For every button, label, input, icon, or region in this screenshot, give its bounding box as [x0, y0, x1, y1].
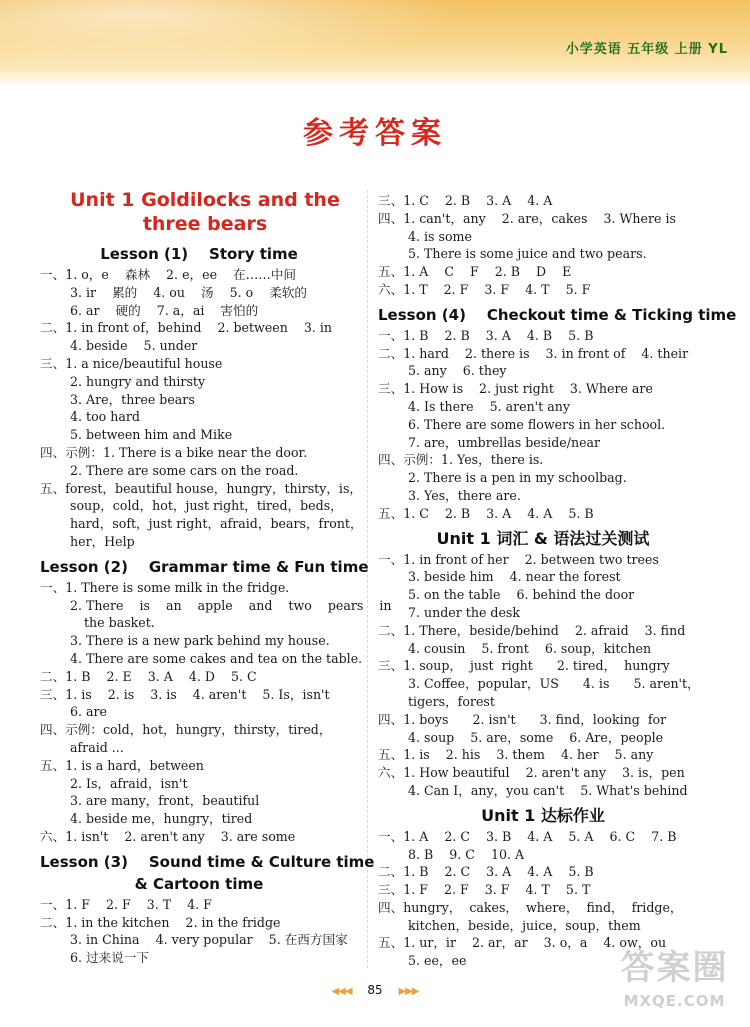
lesson3-heading-line2: & Cartoon time [134, 874, 264, 893]
answer-line: 二、1. B 2. E 3. A 4. D 5. C [40, 668, 257, 684]
answer-line: 三、1. is 2. is 3. is 4. aren't 5. Is，isn't [40, 686, 330, 702]
answer-line: 二、1. There，beside/behind 2. afraid 3. find [378, 622, 686, 638]
answer-line: 五、1. is a hard，between [40, 757, 204, 773]
answer-line: soup，cold，hot，just right，tired，beds， [70, 498, 343, 514]
homework-heading: Unit 1 达标作业 [481, 805, 605, 825]
answer-line: 六、1. How beautiful 2. aren't any 3. is，pen [378, 765, 685, 781]
answer-line: afraid ... [70, 739, 124, 755]
answer-line: 2. There is a pen in my schoolbag. [408, 470, 627, 486]
lesson3-heading: Lesson (3) Sound time & Culture time [40, 852, 375, 871]
answer-line: hard，soft，just right，afraid，bears，front， [70, 516, 363, 532]
answer-line: tigers，forest [408, 693, 495, 709]
answer-line: 四、示例：cold，hot，hungry，thirsty，tired， [40, 722, 332, 738]
answer-line: 二、1. in the kitchen 2. in the fridge [40, 914, 281, 930]
lesson4-answers [378, 327, 708, 523]
answer-line: 二、1. in front of，behind 2. between 3. in [40, 320, 333, 336]
answer-line: 3. beside him 4. near the forest [408, 569, 621, 585]
watermark-logo: 答案圈 [620, 948, 729, 988]
answer-line: 二、1. B 2. C 3. A 4. A 5. B [378, 864, 594, 880]
answer-line: 4. soup 5. are，some 6. Are，people [408, 729, 664, 745]
answer-line: her，Help [70, 533, 135, 549]
answer-line: 2. hungry and thirsty [70, 373, 206, 389]
answer-line: 一、1. There is some milk in the fridge. [40, 579, 290, 595]
answer-line: 4. There are some cakes and tea on the table. [70, 650, 363, 666]
answer-line: 一、1. F 2. F 3. T 4. F [40, 896, 212, 912]
watermark-url: MXQE.COM [623, 992, 726, 1010]
answer-line: 四、示例：1. Yes，there is. [378, 452, 544, 468]
vocab-test-heading: Unit 1 词汇 & 语法过关测试 [436, 528, 650, 548]
answer-line: 三、1. How is 2. just right 3. Where are [378, 381, 653, 397]
answer-line: 四、1. can't，any 2. are，cakes 3. Where is [378, 210, 676, 226]
answer-line: 六、1. T 2. F 3. F 4. T 5. F [378, 281, 591, 297]
vocab-test-answers [378, 551, 708, 800]
answer-line: 三、1. C 2. B 3. A 4. A [378, 193, 553, 208]
answer-line: 2. There is an apple and two pears in [70, 597, 392, 613]
answer-line: 4. Is there 5. aren't any [408, 398, 570, 414]
answer-line: 6. There are some flowers in her school. [408, 416, 666, 432]
lesson3-answers [40, 896, 358, 967]
answer-line: 5. There is some juice and two pears. [408, 246, 647, 262]
answer-line: 5. any 6. they [408, 363, 507, 379]
answer-line: 3. are many，front，beautiful [70, 793, 260, 809]
answer-line: 五、1. is 2. his 3. them 4. her 5. any [378, 747, 654, 763]
answer-line: 4. beside 5. under [70, 338, 198, 354]
unit-title-line1: Unit 1 Goldilocks and the [70, 189, 340, 211]
column-divider [367, 190, 368, 968]
answer-line: 三、1. F 2. F 3. F 4. T 5. T [378, 882, 591, 898]
answer-line: 6. 过来说一下 [70, 950, 149, 966]
lesson2-answers [40, 579, 392, 846]
book-label: 小学英语 五年级 上册 YL [565, 42, 728, 57]
page-number: 85 [367, 983, 383, 997]
answer-line: 7. under the desk [408, 604, 521, 620]
answer-line: 6. are [70, 704, 108, 720]
answer-line: 一、1. B 2. B 3. A 4. B 5. B [378, 327, 594, 343]
answer-line: 3. Yes，there are. [408, 487, 521, 503]
answer-line: 四、hungry， cakes， where， find， fridge， [378, 899, 683, 915]
answer-line: 3. Are，three bears [70, 391, 195, 407]
watermark [607, 944, 742, 1024]
answer-line: 三、1. a nice/beautiful house [40, 355, 223, 371]
answer-line: 一、1. o，e 森林 2. e，ee 在……中间 [40, 267, 297, 282]
page-title: 参考答案 [303, 116, 447, 151]
answer-line: 2. Is，afraid，isn't [70, 775, 188, 791]
left-arrows-icon: ◀◀◀ [331, 986, 352, 997]
right-arrows-icon: ▶▶▶ [398, 986, 419, 997]
answer-line: 3. There is a new park behind my house. [70, 633, 330, 649]
answer-line: 5. ee，ee [408, 953, 467, 969]
unit-title-line2: three bears [142, 213, 268, 235]
answer-line: the basket. [84, 615, 155, 631]
answer-line: 5. on the table 6. behind the door [408, 587, 635, 603]
answer-line: 3. ir 累的 4. ou 汤 5. o 柔软的 [70, 284, 308, 300]
answer-line: kitchen，beside，juice，soup，them [408, 917, 641, 933]
header-banner [0, 0, 750, 88]
banner-glow [0, 0, 460, 70]
answer-line: 四、示例：1. There is a bike near the door. [40, 444, 308, 460]
answer-line: 一、1. in front of her 2. between two trees [378, 551, 659, 567]
answer-line: 4. cousin 5. front 6. soup，kitchen [408, 640, 652, 656]
answer-line: 六、1. isn't 2. aren't any 3. are some [40, 828, 296, 844]
answer-line: 4. Can I，any，you can't 5. What's behind [408, 782, 688, 798]
answer-line: 五、1. A C F 2. B D E [378, 264, 572, 280]
answer-line: 3. in China 4. very popular 5. 在西方国家 [70, 932, 348, 948]
answer-line: 4. beside me，hungry，tired [70, 811, 253, 827]
left-column [40, 188, 392, 967]
answer-line: 4. is some [408, 228, 472, 244]
answer-line: 5. between him and Mike [70, 427, 233, 443]
answer-line: 四、1. boys 2. isn't 3. find，looking for [378, 711, 667, 727]
answer-line: 8. B 9. C 10. A [408, 846, 525, 862]
lesson2-heading: Lesson (2) Grammar time & Fun time [40, 557, 369, 576]
lesson1-heading: Lesson (1) Story time [100, 245, 298, 263]
answer-line: 五、1. C 2. B 3. A 4. A 5. B [378, 505, 594, 521]
answer-line: 五、forest，beautiful house，hungry，thirsty，is， [40, 480, 363, 496]
answer-line: 4. too hard [70, 409, 140, 425]
unit-title [40, 188, 358, 236]
answer-line: 一、1. A 2. C 3. B 4. A 5. A 6. C 7. B [378, 828, 677, 844]
answer-line: 7. are，umbrellas beside/near [408, 434, 601, 450]
lesson4-heading: Lesson (4) Checkout time & Ticking time [378, 305, 737, 324]
answer-line: 6. ar 硬的 7. a，ai 害怕的 [70, 302, 259, 318]
answer-line: 二、1. hard 2. there is 3. in front of 4. their [378, 345, 689, 361]
answer-line: 五、1. ur，ir 2. ar，ar 3. o，a 4. ow，ou [378, 935, 667, 951]
answer-line: 2. There are some cars on the road. [70, 462, 299, 478]
lesson1-answers [40, 266, 363, 551]
lesson3-continued-answers [378, 192, 708, 299]
answer-line: 3. Coffee，popular，US 4. is 5. aren't， [408, 676, 700, 692]
answer-line: 三、1. soup， just right 2. tired， hungry [378, 658, 670, 674]
